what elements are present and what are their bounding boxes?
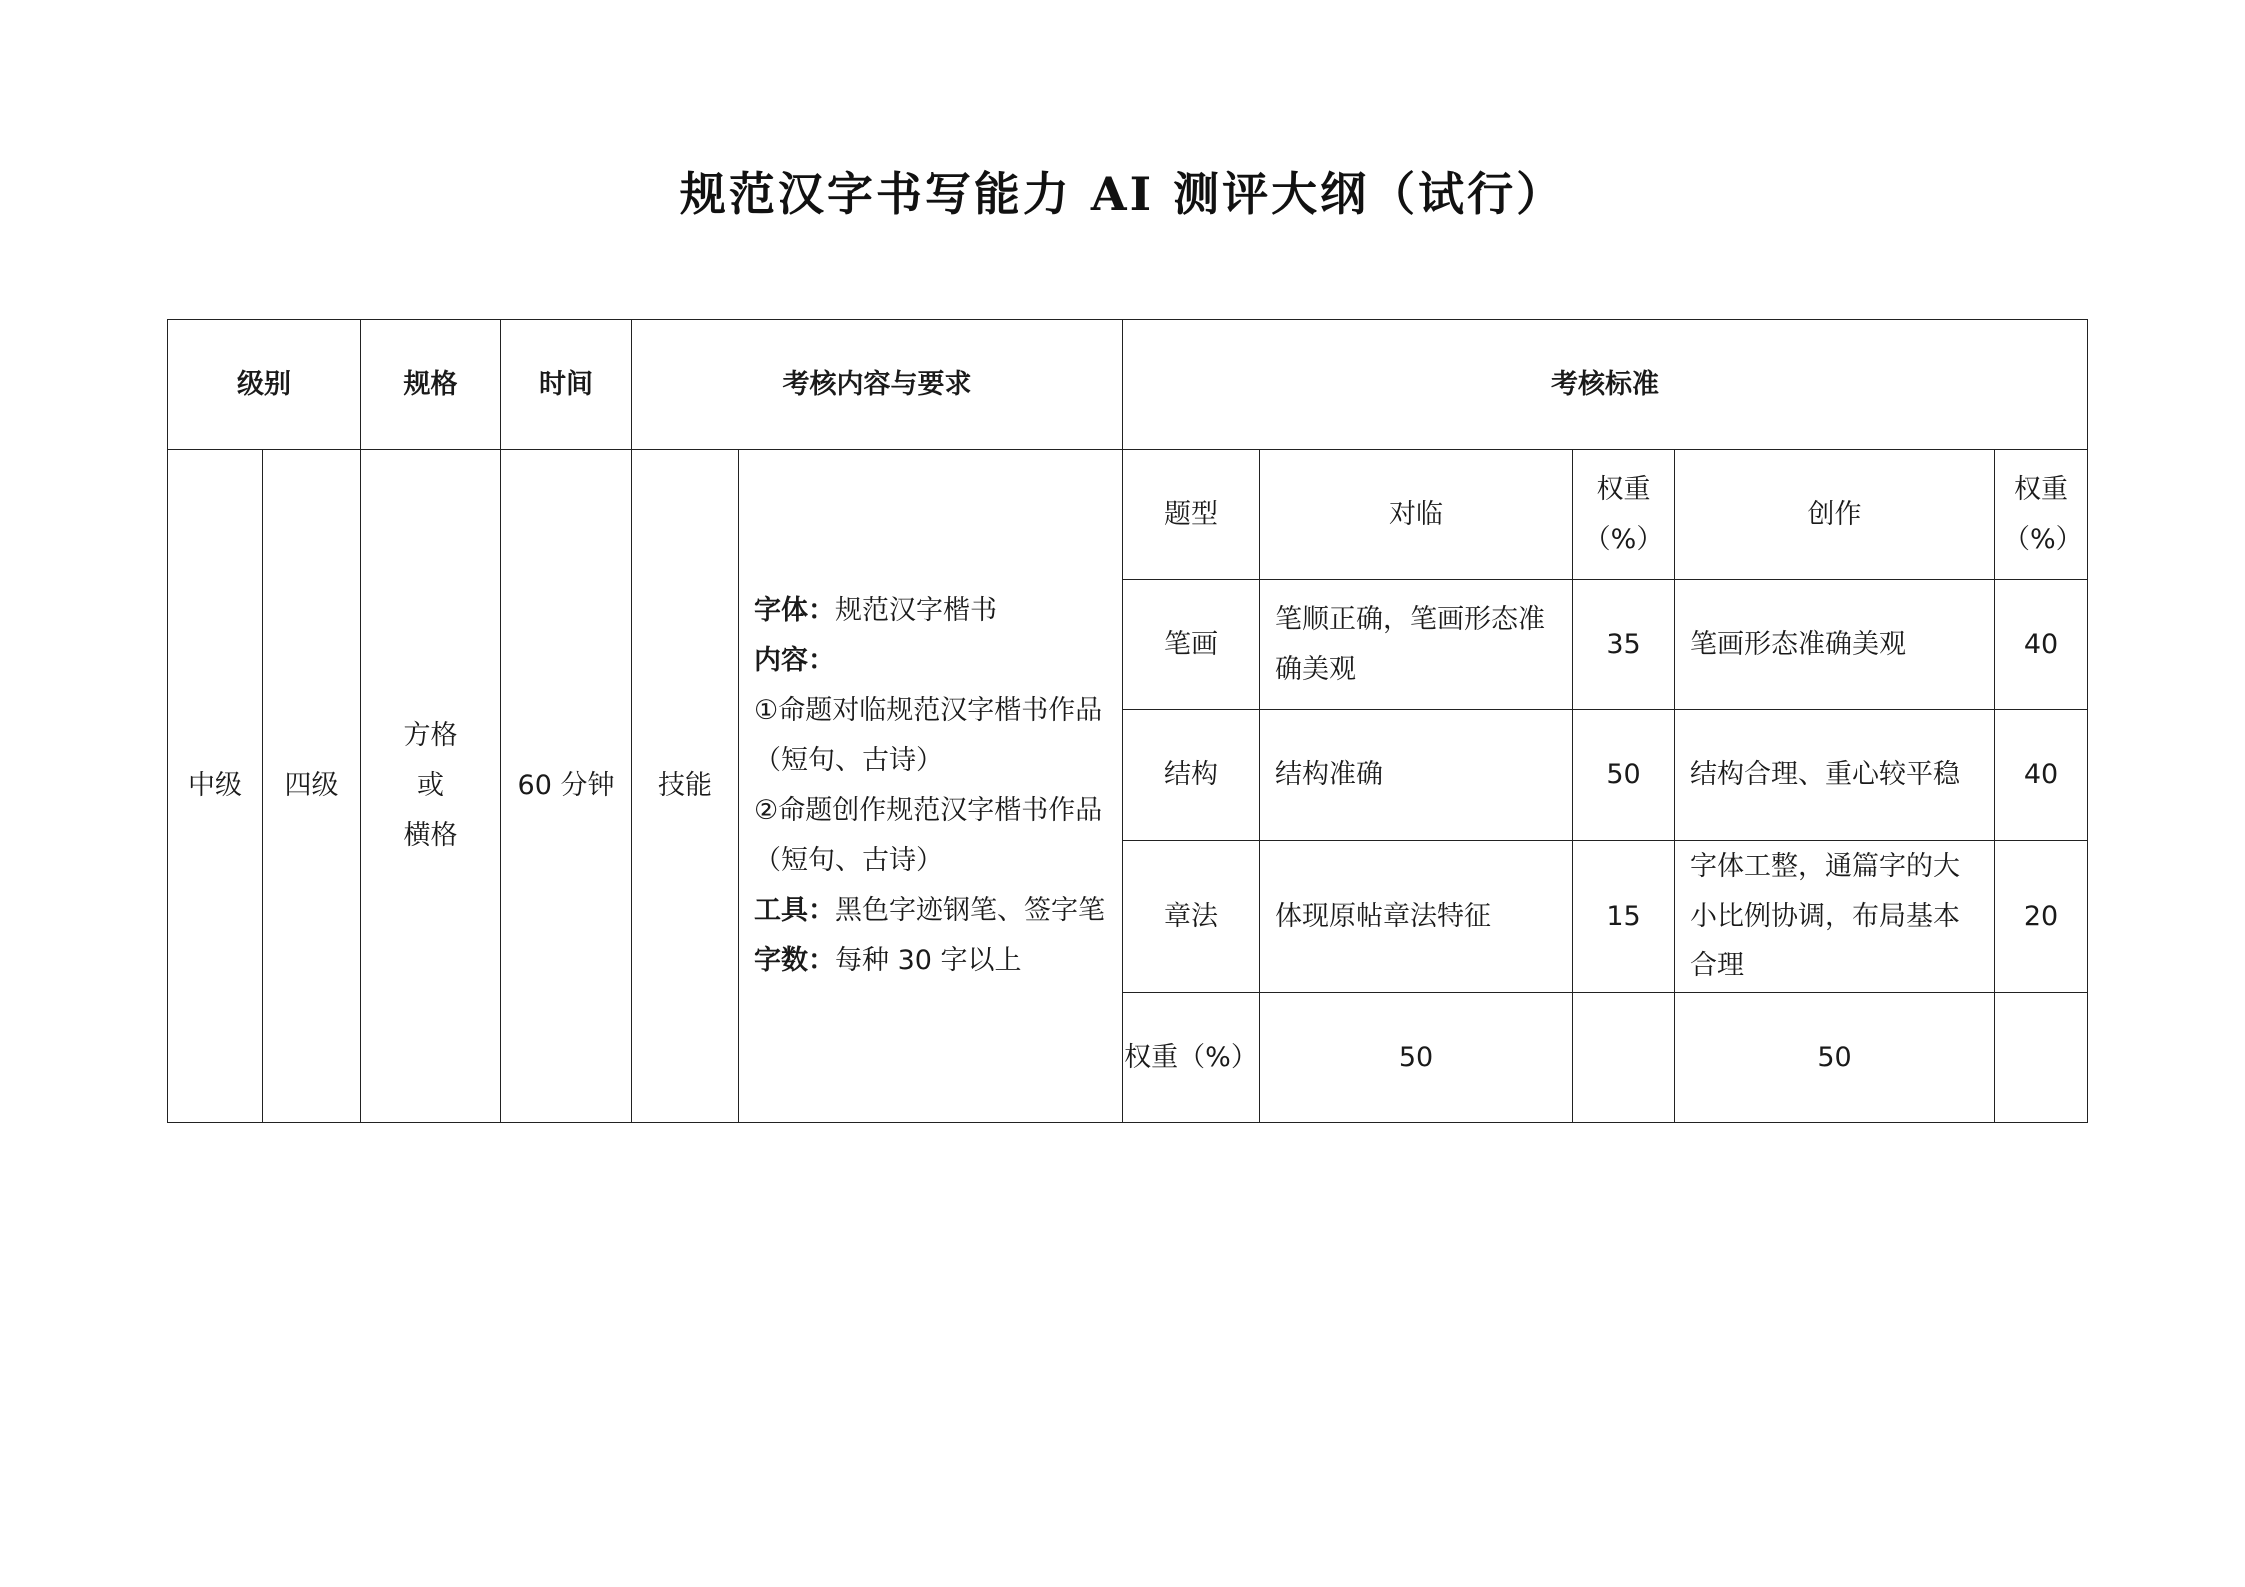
level-sub-cell: 四级 <box>263 450 361 1123</box>
spec-cell <box>361 450 501 1123</box>
crit-weight1: 35 <box>1573 580 1675 710</box>
req-count <box>754 936 1112 986</box>
spec-line-2: 或 <box>417 770 444 802</box>
spec-line-3: 横格 <box>403 819 458 851</box>
level-main-cell: 中级 <box>168 450 263 1123</box>
req-tools <box>754 886 1112 936</box>
header-standard: 考核标准 <box>1123 320 2088 450</box>
crit-header-weight1: 权重（%） <box>1573 450 1675 580</box>
crit-header-weight2: 权重（%） <box>1995 450 2088 580</box>
crit-header-copy: 对临 <box>1260 450 1573 580</box>
req-count-label: 字数： <box>754 944 835 976</box>
crit-header-create: 创作 <box>1675 450 1995 580</box>
total-copy: 50 <box>1260 993 1573 1123</box>
time-cell: 60 分钟 <box>501 450 632 1123</box>
header-time: 时间 <box>501 320 632 450</box>
req-tools-value: 黑色字迹钢笔、签字笔 <box>835 894 1105 926</box>
total-label: 权重（%） <box>1123 993 1260 1123</box>
page-title: 规范汉字书写能力 AI 测评大纲（试行） <box>679 167 1566 221</box>
req-content <box>754 636 1112 686</box>
crit-copy: 体现原帖章法特征 <box>1260 841 1573 993</box>
header-content: 考核内容与要求 <box>632 320 1123 450</box>
crit-weight2: 40 <box>1995 710 2088 841</box>
crit-create: 字体工整，通篇字的大小比例协调，布局基本合理 <box>1675 841 1995 993</box>
criteria-header-row <box>168 450 2088 580</box>
crit-copy: 结构准确 <box>1260 710 1573 841</box>
req-tools-label: 工具： <box>754 894 835 926</box>
req-font-label: 字体： <box>754 595 835 627</box>
crit-create: 笔画形态准确美观 <box>1675 580 1995 710</box>
header-level: 级别 <box>168 320 361 450</box>
req-content-label: 内容： <box>754 645 835 677</box>
crit-weight1: 15 <box>1573 841 1675 993</box>
req-font <box>754 586 1112 636</box>
spec-line-1: 方格 <box>403 720 458 752</box>
crit-type: 笔画 <box>1123 580 1260 710</box>
crit-weight2: 20 <box>1995 841 2088 993</box>
header-spec: 规格 <box>361 320 501 450</box>
crit-header-type: 题型 <box>1123 450 1260 580</box>
req-item-1: ①命题对临规范汉字楷书作品（短句、古诗） <box>754 695 1103 777</box>
crit-type: 结构 <box>1123 710 1260 841</box>
crit-copy: 笔顺正确，笔画形态准确美观 <box>1260 580 1573 710</box>
header-row <box>168 320 2088 450</box>
crit-weight1: 50 <box>1573 710 1675 841</box>
req-item-2: ②命题创作规范汉字楷书作品（短句、古诗） <box>754 795 1103 876</box>
requirements-cell <box>739 450 1123 1123</box>
type-cell: 技能 <box>632 450 739 1123</box>
assessment-table <box>167 319 2088 1123</box>
total-empty-1 <box>1573 993 1675 1123</box>
crit-weight2: 40 <box>1995 580 2088 710</box>
crit-type: 章法 <box>1123 841 1260 993</box>
total-create: 50 <box>1675 993 1995 1123</box>
req-count-value: 每种 30 字以上 <box>835 944 1022 976</box>
crit-create: 结构合理、重心较平稳 <box>1675 710 1995 841</box>
req-font-value: 规范汉字楷书 <box>835 595 997 627</box>
total-empty-2 <box>1995 993 2088 1123</box>
